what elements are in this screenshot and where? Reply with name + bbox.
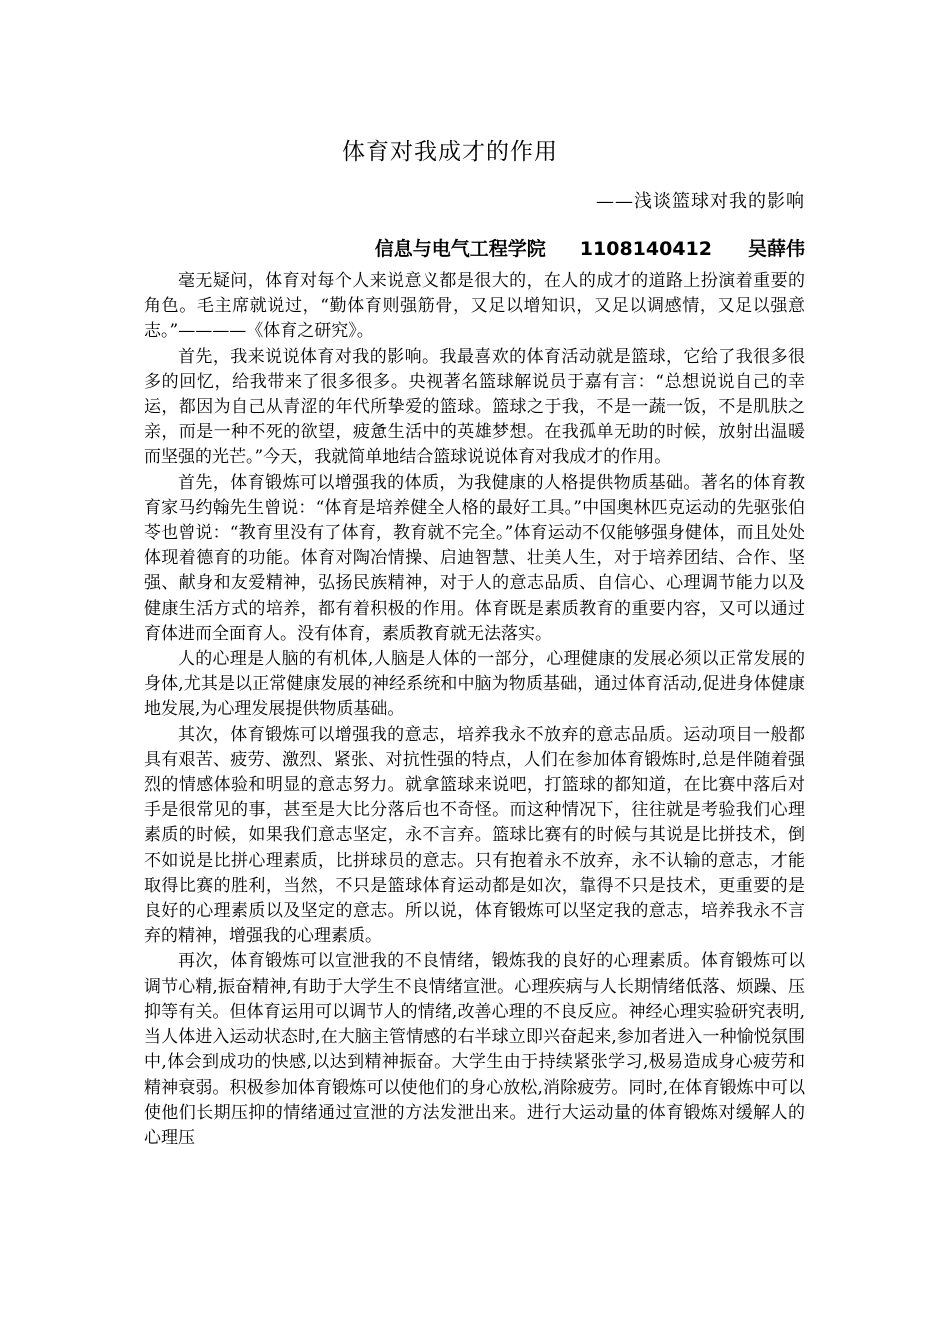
paragraph: 首先，体育锻炼可以增强我的体质，为我健康的人格提供物质基础。著名的体育教育家马约翰先生曾说：“体育是培养健全人格的最好工具。”中国奥林匹克运动的先驱张伯苓也曾说：“教育里没有了体育，教育就不完全。”体育运动不仅能够强身健体，而且处处体现着德育的功能。体育对陶冶情操、启迪智慧、壮美人生，对于培养团结、合作、坚强、献身和友爱精神，弘扬民族精神，对于人的意志品质、自信心、心理调节能力以及健康生活方式的培养，都有着积极的作用。体育既是素质教育的重要内容，又可以通过育体进而全面育人。没有体育，素质教育就无法落实。 <box>144 472 805 644</box>
author-student-id: 1108140412 <box>579 238 712 260</box>
paragraph: 其次，体育锻炼可以增强我的意志，培养我永不放弃的意志品质。运动项目一般都具有艰苦、疲劳、激烈、紧张、对抗性强的特点，人们在参加体育锻炼时,总是伴随着强烈的情感体验和明显的意志努力。就拿篮球来说吧，打篮球的都知道，在比赛中落后对手是很常见的事，甚至是大比分落后也不奇怪。而这种情况下，往往就是考验我们心理素质的时候，如果我们意志坚定，永不言弃。篮球比赛有的时候与其说是比拼技术，倒不如说是比拼心理素质，比拼球员的意志。只有抱着永不放弃，永不认输的意志，才能取得比赛的胜利，当然，不只是篮球体育运动都是如次，靠得不只是技术，更重要的是良好的心理素质以及坚定的意志。所以说，体育锻炼可以坚定我的意志，培养我永不言弃的精神，增强我的心理素质。 <box>144 724 805 947</box>
document-title: 体育对我成才的作用 <box>342 139 558 165</box>
paragraph: 首先，我来说说体育对我的影响。我最喜欢的体育活动就是篮球，它给了我很多很多的回忆，给我带来了很多很多。央视著名篮球解说员于嘉有言：“总想说说自己的幸运，都因为自己从青涩的年代所挚爱的篮球。篮球之于我，不是一蔬一饭，不是肌肤之亲，而是一种不死的欲望，疲惫生活中的英雄梦想。在我孤单无助的时候，放射出温暖而坚强的光芒。”今天，我就简单地结合篮球说说体育对我成才的作用。 <box>144 346 805 468</box>
author-name: 吴薛伟 <box>747 238 805 260</box>
paragraph: 人的心理是人脑的有机体,人脑是人体的一部分，心理健康的发展必须以正常发展的身体,尤其是以正常健康发展的神经系统和中脑为物质基础，通过体育活动,促进身体健康地发展,为心理发展提供物质基础。 <box>144 649 805 720</box>
document-subtitle: ——浅谈篮球对我的影响 <box>596 191 805 212</box>
paragraph: 毫无疑问，体育对每个人来说意义都是很大的，在人的成才的道路上扮演着重要的角色。毛主席就说过，“勤体育则强筋骨，又足以增知识，又足以调感情，又足以强意志。”————《体育之研究》。 <box>144 271 805 342</box>
author-line <box>375 234 805 264</box>
paragraph: 再次，体育锻炼可以宣泄我的不良情绪，锻炼我的良好的心理素质。体育锻炼可以调节心精,振奋精神,有助于大学生不良情绪宣泄。心理疾病与人长期情绪低落、烦躁、压抑等有关。但体育运用可以调节人的情绪,改善心理的不良反应。神经心理实验研究表明,当人体进入运动状态时,在大脑主管情感的右半球立即兴奋起来,参加者进入一种愉悦氛围中,体会到成功的快感,以达到精神振奋。大学生由于持续紧张学习,极易造成身心疲劳和精神衰弱。积极参加体育锻炼可以使他们的身心放松,消除疲劳。同时,在体育锻炼中可以使他们长期压抑的情绪通过宣泄的方法发泄出来。进行大运动量的体育锻炼对缓解人的心理压 <box>144 951 805 1148</box>
author-school: 信息与电气工程学院 <box>374 238 546 260</box>
document-body <box>144 269 805 1151</box>
